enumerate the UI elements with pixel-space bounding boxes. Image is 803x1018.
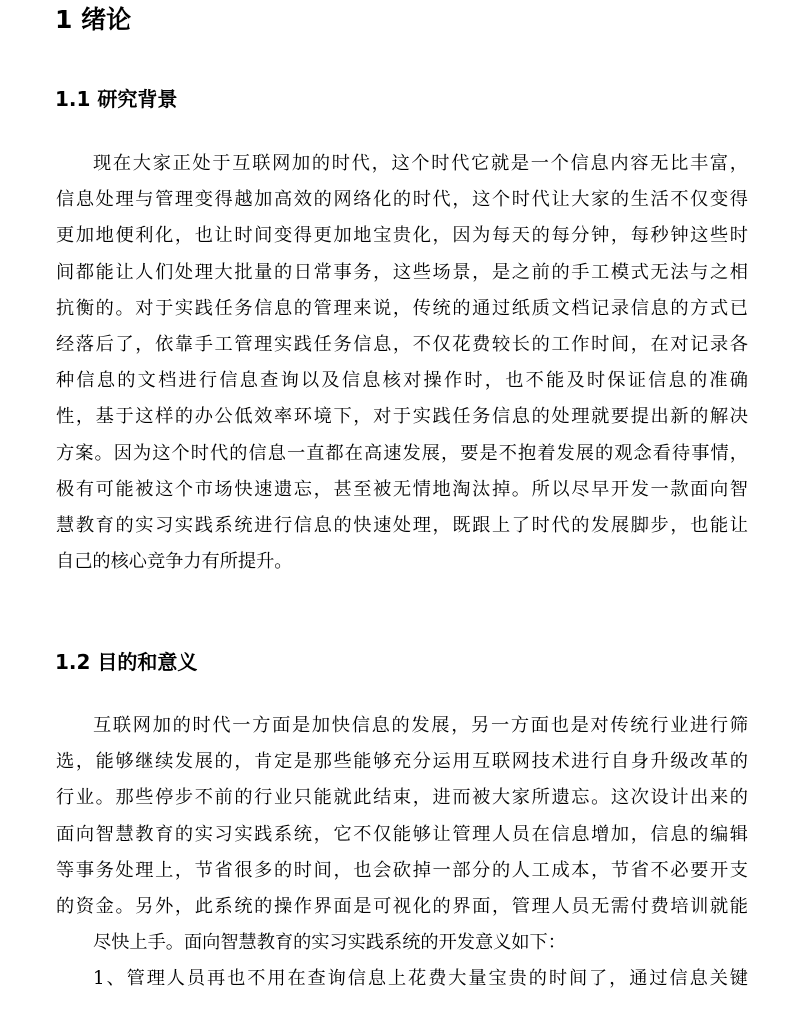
text-line: 现在大家正处于互联网加的时代，这个时代它就是一个信息内容无比丰富， [93, 153, 748, 174]
text-line: 的资金。另外，此系统的操作界面是可视化的界面，管理人员无需付费培训就能 [56, 896, 748, 918]
text-line: 信息处理与管理变得越加高效的网络化的时代，这个时代让大家的生活不仅变得 [56, 189, 748, 211]
text-line: 方案。因为这个时代的信息一直都在高速发展，要是不抱着发展的观念看待事情， [56, 442, 748, 464]
paragraph-purpose [56, 708, 748, 998]
text-line: 自己的核心竞争力有所提升。 [56, 551, 293, 573]
section-heading-purpose: 1.2 目的和意义 [55, 650, 198, 674]
text-line: 间都能让人们处理大批量的日常事务，这些场景，是之前的手工模式无法与之相 [56, 261, 748, 283]
text-line: 行业。那些停步不前的行业只能就此结束，进而被大家所遗忘。这次设计出来的 [56, 787, 748, 809]
text-line: 性，基于这样的办公低效率环境下，对于实践任务信息的处理就要提出新的解决 [56, 406, 748, 428]
text-line: 极有可能被这个市场快速遗忘，甚至被无情地淘汰掉。所以尽早开发一款面向智 [56, 478, 748, 500]
text-line: 选，能够继续发展的，肯定是那些能够充分运用互联网技术进行自身升级改革的 [56, 751, 748, 773]
text-line: 抗衡的。对于实践任务信息的管理来说，传统的通过纸质文档记录信息的方式已 [56, 297, 748, 319]
text-line: 种信息的文档进行信息查询以及信息核对操作时，也不能及时保证信息的准确 [56, 370, 748, 392]
text-line: 更加地便利化，也让时间变得更加地宝贵化，因为每天的每分钟，每秒钟这些时 [56, 225, 748, 247]
text-line: 等事务处理上，节省很多的时间，也会砍掉一部分的人工成本，节省不必要开支 [56, 859, 748, 881]
section-heading-background: 1.1 研究背景 [55, 87, 178, 111]
text-line: 经落后了，依靠手工管理实践任务信息，不仅花费较长的工作时间，在对记录各 [56, 334, 748, 356]
text-line: 1、管理人员再也不用在查询信息上花费大量宝贵的时间了，通过信息关键 [93, 968, 748, 990]
paragraph-background [56, 146, 748, 580]
text-line: 尽快上手。面向智慧教育的实习实践系统的开发意义如下： [93, 932, 566, 954]
text-line: 慧教育的实习实践系统进行信息的快速处理，既跟上了时代的发展脚步，也能让 [56, 515, 748, 537]
text-line: 面向智慧教育的实习实践系统，它不仅能够让管理人员在信息增加，信息的编辑 [56, 823, 748, 845]
text-line: 互联网加的时代一方面是加快信息的发展，另一方面也是对传统行业进行筛 [93, 715, 748, 736]
chapter-title: 1 绪论 [55, 5, 132, 34]
